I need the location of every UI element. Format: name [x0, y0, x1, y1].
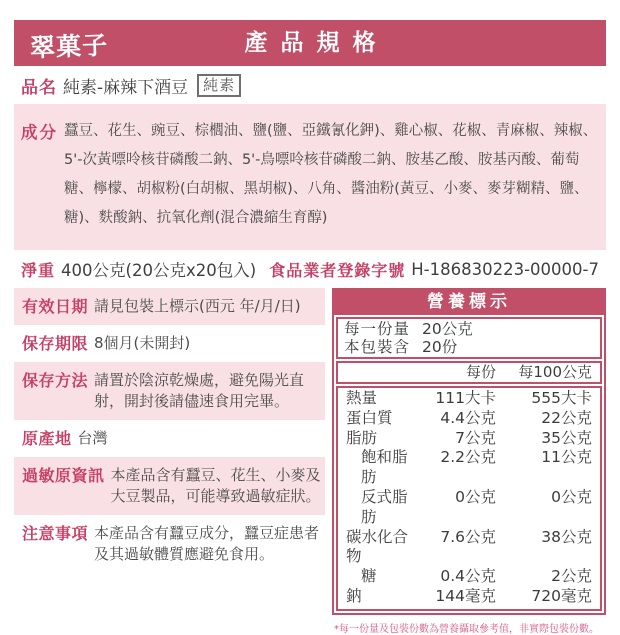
info-row-value: 本產品含有蠶豆成分，蠶豆症患者及其過敏體質應避免食用。	[94, 524, 320, 563]
nutrient-per-serving-value: 144毫克	[435, 586, 496, 605]
nutrient-per-serving-value: 7公克	[455, 428, 496, 447]
info-row-value: 8個月(未開封)	[94, 334, 191, 352]
info-row-label: 保存方法	[22, 371, 89, 390]
serving-info	[336, 317, 602, 359]
nutrition-row	[346, 587, 592, 607]
info-row-value: 請見包裝上標示(西元 年/月/日)	[94, 297, 301, 315]
info-row-label: 注意事項	[22, 524, 89, 543]
serving-size-label: 每一份量	[344, 320, 411, 338]
info-row	[14, 362, 325, 420]
nutrient-name: 飽和脂肪	[361, 448, 408, 487]
servings-per-pack-value: 20份	[422, 338, 458, 356]
info-row-label: 有效日期	[22, 297, 89, 316]
nutrition-row	[346, 528, 592, 568]
net-weight-label: 淨重	[21, 260, 56, 280]
nutrient-name: 脂肪	[346, 428, 378, 447]
info-row-value: 請置於陰涼乾燥處，避免陽光直射，開封後請儘速食用完畢。	[94, 371, 305, 410]
nutrition-footnote: *每一份量及包裝份數為營養攝取參考值，非實際包裝份數。	[334, 623, 599, 635]
nutrient-per-100g-value: 555大卡	[531, 389, 592, 407]
info-row-label: 保存期限	[22, 334, 89, 353]
header-band	[14, 20, 606, 66]
brand-logo: 翠菓子	[29, 30, 109, 63]
nutrition-row	[346, 488, 592, 528]
nutrition-row	[346, 389, 592, 409]
per-serving-column-header: 每份	[465, 363, 496, 381]
nutrition-column-headers	[336, 361, 602, 384]
servings-per-pack-label: 本包裝含	[344, 338, 411, 356]
nutrient-name: 蛋白質	[346, 408, 393, 427]
nutrition-row	[346, 448, 592, 488]
info-row	[14, 420, 325, 457]
nutrient-per-100g-value: 2公克	[551, 567, 592, 586]
registration-label: 食品業者登錄字號	[269, 260, 406, 280]
per-100g-column-header: 每100公克	[518, 363, 592, 381]
nutrient-per-100g-value: 22公克	[541, 408, 592, 427]
nutrient-name: 碳水化合物	[346, 527, 409, 566]
nutrition-title: 營養標示	[334, 290, 604, 315]
nutrient-name: 熱量	[346, 389, 378, 407]
ingredients-label: 成分	[21, 123, 58, 142]
registration-number: H-186830223-00000-7	[411, 259, 599, 279]
nutrition-row	[346, 409, 592, 429]
nutrient-per-serving-value: 2.2公克	[440, 448, 496, 467]
nutrient-per-100g-value: 720毫克	[531, 586, 592, 605]
nutrient-per-100g-value: 35公克	[541, 428, 592, 447]
info-row	[14, 325, 325, 362]
info-row	[14, 457, 325, 515]
nutrient-name: 糖	[361, 567, 377, 586]
product-name: 純素-麻辣下酒豆	[63, 77, 189, 98]
info-row	[14, 515, 325, 573]
nutrient-per-serving-value: 0.4公克	[440, 567, 496, 586]
product-name-row	[14, 66, 606, 104]
net-weight-value: 400公克(20公克x20包入)	[61, 261, 257, 280]
nutrient-per-serving-value: 4.4公克	[440, 408, 496, 427]
nutrient-per-serving-value: 0公克	[455, 487, 496, 506]
nutrition-row	[346, 429, 592, 449]
vegan-badge: 純素	[197, 74, 241, 97]
serving-size-value: 20公克	[422, 320, 473, 338]
ingredients-block	[14, 104, 606, 250]
net-weight-row	[14, 250, 606, 288]
page-title: 產品規格	[244, 30, 389, 56]
info-row-value: 本產品含有蠶豆、花生、小麥及大豆製品，可能導致過敏症狀。	[110, 466, 321, 505]
info-row	[14, 288, 325, 325]
nutrient-per-serving-value: 111大卡	[435, 389, 496, 407]
ingredients-text: 蠶豆、花生、豌豆、棕櫚油、鹽(鹽、亞鐵氰化鉀)、雞心椒、花椒、青麻椒、辣椒、5'-次黃嘌呤核苷磷酸二鈉、5'-鳥嘌呤核苷磷酸二鈉、胺基乙酸、胺基丙酸、葡萄糖、檸檬、胡椒粉(白胡椒、黑胡椒)、八角、醬油粉(黃豆、小麥、麥芽糊精、鹽、糖)、麩酸鈉、抗氧化劑(混合濃縮生育醇)	[64, 123, 598, 226]
nutrient-per-100g-value: 11公克	[541, 448, 592, 467]
nutrition-facts-box	[332, 288, 606, 615]
info-row-label: 原產地	[22, 429, 72, 448]
nutrient-name: 反式脂肪	[361, 487, 408, 526]
product-name-label: 品名	[21, 77, 57, 98]
nutrient-per-serving-value: 7.6公克	[440, 527, 496, 546]
info-row-label: 過敏原資訊	[22, 466, 105, 485]
nutrition-row	[346, 567, 592, 587]
info-row-value: 台灣	[77, 429, 108, 447]
nutrition-table-body	[336, 386, 602, 611]
nutrient-per-100g-value: 0公克	[551, 487, 592, 506]
nutrient-name: 鈉	[346, 586, 362, 605]
nutrient-per-100g-value: 38公克	[541, 527, 592, 546]
info-rows	[14, 288, 325, 573]
